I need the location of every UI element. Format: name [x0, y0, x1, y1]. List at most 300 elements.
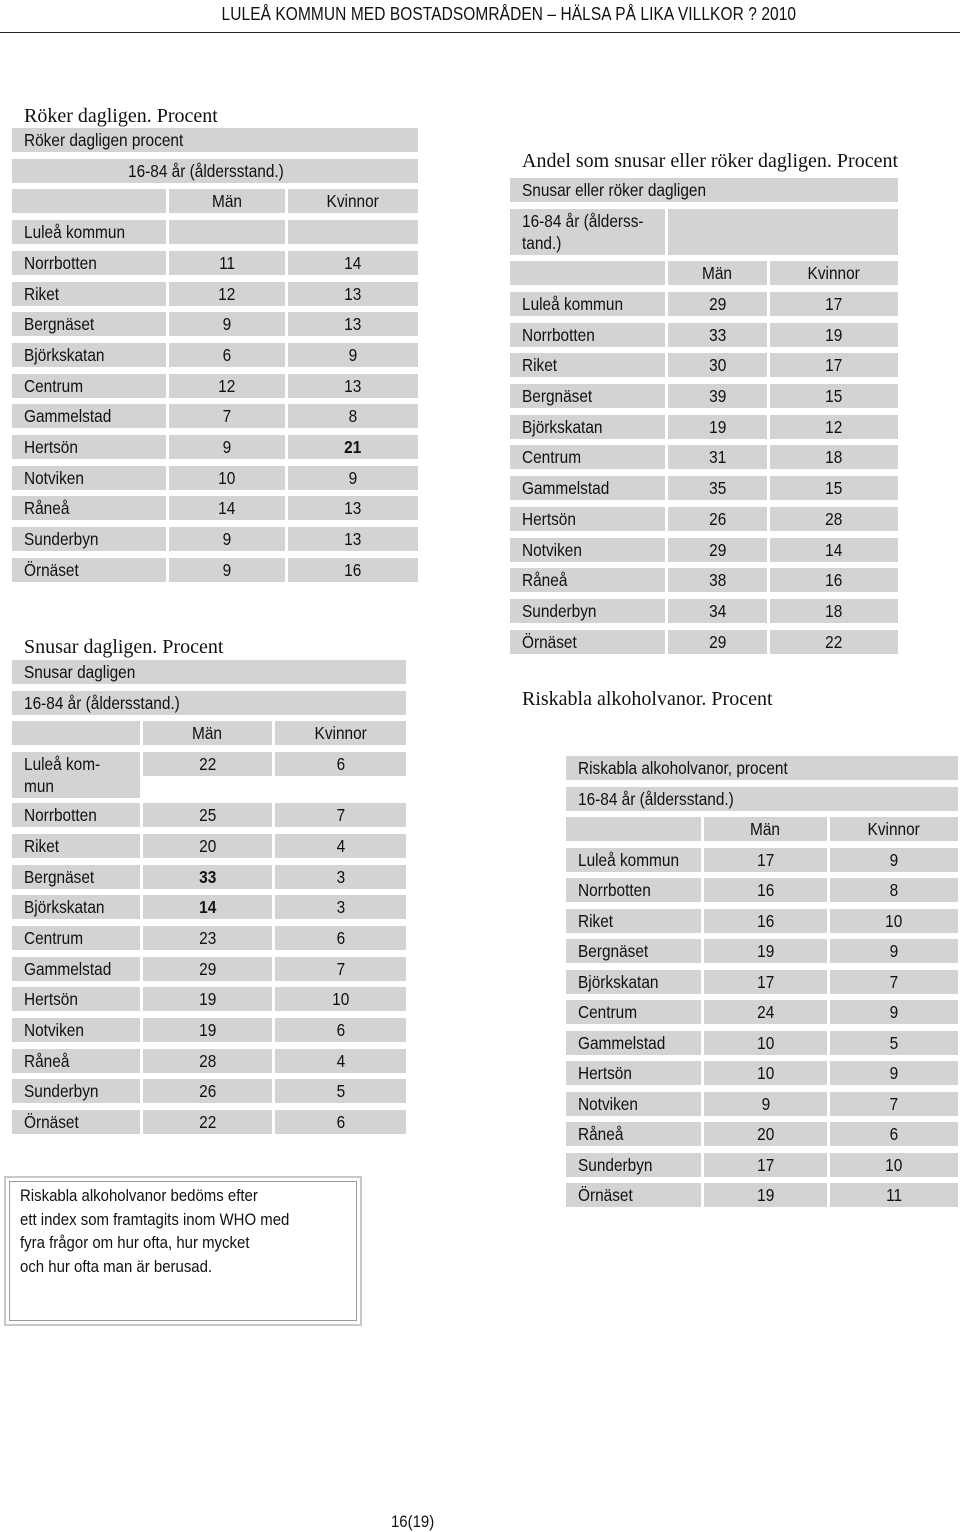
row-label-text: Riket — [578, 910, 614, 931]
row-label-text: Björkskatan — [522, 416, 603, 437]
row-value-men — [704, 970, 827, 994]
row-label-text: Gammelstad — [522, 478, 610, 499]
row-value-men — [169, 558, 285, 582]
row-label-text: Sunderbyn — [24, 1081, 99, 1102]
row-value-women-text: 17 — [825, 355, 843, 376]
row-value-women-text: 9 — [889, 849, 899, 870]
row-value-men-text: 16 — [756, 880, 775, 900]
row-value-men-text: 33 — [198, 866, 217, 887]
row-value-men-text: 14 — [218, 498, 236, 519]
row-value-women — [830, 970, 958, 994]
row-label — [12, 251, 166, 275]
row-value-men-text: 26 — [198, 1081, 217, 1102]
column-header-women — [288, 189, 418, 213]
row-value-men-text: 29 — [708, 539, 727, 560]
page-number: 16(19) — [391, 1512, 435, 1531]
row-label-text: Luleå kommun — [578, 849, 680, 870]
row-value-men-text: 19 — [198, 1020, 217, 1040]
row-label-text: Luleå kom- mun — [24, 754, 101, 797]
row-value-men-text: 39 — [708, 386, 727, 406]
row-value-men-text: 26 — [708, 508, 727, 529]
row-value-men-text: 19 — [756, 941, 775, 961]
row-label-text: Sunderbyn — [24, 529, 99, 550]
row-value-women — [275, 865, 406, 889]
row-label-text: Hertsön — [522, 508, 576, 529]
row-value-men-text: 20 — [756, 1124, 775, 1144]
row-label — [566, 1153, 701, 1177]
row-value-men-text: 10 — [756, 1032, 775, 1053]
row-label — [12, 527, 166, 551]
row-value-women-text: 9 — [889, 1002, 899, 1022]
row-label — [12, 343, 166, 367]
row-value-men-text: 6 — [222, 344, 232, 365]
row-value-men — [169, 404, 285, 428]
row-value-men-text: 10 — [218, 467, 236, 488]
row-value-men — [668, 538, 767, 562]
row-label-text: Örnäset — [24, 1112, 79, 1133]
row-value-men — [169, 343, 285, 367]
row-value-men-text: 12 — [218, 375, 236, 396]
note-line: och hur ofta man är berusad. — [20, 1256, 213, 1276]
row-label-text: Centrum — [24, 927, 84, 948]
row-label-text: Örnäset — [578, 1185, 633, 1205]
row-label-text: Norrbotten — [24, 805, 97, 826]
row-value-men — [704, 909, 827, 933]
row-value-men — [143, 1079, 272, 1103]
row-label — [566, 1122, 701, 1146]
row-value-women — [288, 282, 418, 306]
row-value-men — [169, 496, 285, 520]
row-label — [566, 1000, 701, 1024]
row-label — [510, 445, 665, 469]
table-subtitle — [566, 787, 958, 811]
row-value-women-text: 10 — [885, 1154, 903, 1175]
row-label-text: Bergnäset — [24, 866, 95, 887]
row-value-men — [668, 507, 767, 531]
row-value-women — [830, 939, 958, 963]
row-value-men — [704, 1061, 827, 1085]
page-header — [0, 4, 960, 26]
column-header-women-text: Kvinnor — [867, 819, 921, 839]
row-value-men-text: 19 — [198, 989, 217, 1010]
row-value-women-text: 8 — [889, 880, 899, 900]
row-value-women — [830, 1183, 958, 1207]
row-value-men — [668, 323, 767, 347]
row-value-women — [770, 568, 898, 592]
row-label-text: Notviken — [24, 1020, 84, 1040]
row-value-men — [668, 415, 767, 439]
row-value-men-text: 34 — [708, 600, 727, 621]
table-subtitle-text: 16-84 år (ålderss- tand.) — [522, 210, 644, 253]
row-value-women — [275, 1018, 406, 1042]
row-label-text: Riket — [24, 283, 60, 304]
row-value-men-text: 10 — [756, 1063, 775, 1083]
column-header-men-text: Män — [192, 723, 223, 744]
row-value-women — [770, 353, 898, 377]
row-value-women-text: 6 — [336, 927, 345, 948]
row-label-text: Centrum — [24, 375, 84, 396]
row-label — [510, 415, 665, 439]
row-value-women-text: 10 — [885, 910, 903, 931]
row-value-women-text: 7 — [336, 958, 345, 979]
row-value-women-text: 14 — [825, 539, 843, 560]
row-value-women-text: 7 — [889, 971, 899, 992]
row-label — [12, 803, 140, 827]
row-value-women-text: 15 — [825, 478, 843, 499]
row-label-text: Notviken — [578, 1093, 638, 1114]
row-label — [566, 909, 701, 933]
row-label-text: Norrbotten — [522, 324, 595, 345]
row-value-men-text: 29 — [708, 293, 727, 314]
row-label — [566, 1061, 701, 1085]
row-value-women-text: 9 — [348, 344, 358, 365]
row-value-men — [143, 1110, 272, 1134]
row-value-women-text: 9 — [889, 1063, 899, 1083]
row-label — [510, 384, 665, 408]
table-title — [510, 178, 898, 202]
row-value-women — [770, 538, 898, 562]
row-value-men — [668, 353, 767, 377]
row-label-text: Bergnäset — [522, 386, 593, 406]
row-value-women — [275, 1079, 406, 1103]
column-header-women — [770, 261, 898, 285]
row-value-women-text: 11 — [885, 1185, 902, 1205]
row-value-men-text: 23 — [198, 927, 217, 948]
column-header-men-text: Män — [212, 191, 242, 212]
table-subtitle — [510, 209, 665, 255]
column-header-men-text: Män — [750, 819, 781, 839]
row-value-men — [143, 1018, 272, 1042]
row-label-text: Centrum — [578, 1002, 638, 1022]
row-value-men-text: 14 — [198, 897, 217, 918]
row-value-men — [704, 939, 827, 963]
row-label — [12, 374, 166, 398]
row-value-men — [704, 1153, 827, 1177]
row-value-women-text: 4 — [336, 1050, 345, 1071]
row-value-men-text: 9 — [222, 437, 232, 457]
row-value-women-text: 19 — [825, 324, 843, 345]
row-value-women — [275, 803, 406, 827]
row-label — [566, 939, 701, 963]
row-label — [12, 220, 166, 244]
row-value-men-text: 19 — [708, 416, 727, 437]
row-value-men-text: 31 — [708, 447, 727, 468]
column-header-blank — [12, 721, 140, 745]
row-value-men — [143, 957, 272, 981]
row-value-women-text: 16 — [825, 570, 843, 591]
table-title — [566, 756, 958, 780]
row-value-men-text: 9 — [222, 529, 232, 550]
row-value-men — [668, 476, 767, 500]
row-value-men-text: 9 — [222, 314, 232, 335]
table-title-text: Snusar eller röker dagligen — [522, 180, 707, 200]
row-label — [12, 496, 166, 520]
row-value-women — [830, 848, 958, 872]
table-title-text: Riskabla alkoholvanor, procent — [578, 758, 788, 778]
column-header-men — [668, 261, 767, 285]
row-value-women — [288, 343, 418, 367]
row-value-women — [770, 323, 898, 347]
row-value-men — [143, 834, 272, 858]
row-value-women — [830, 1092, 958, 1116]
row-value-men — [704, 1122, 827, 1146]
row-label-text: Notviken — [24, 467, 84, 488]
header-rule — [0, 32, 960, 33]
row-value-women — [288, 496, 418, 520]
row-value-women-text: 15 — [825, 386, 843, 406]
row-value-women-text: 18 — [825, 600, 843, 621]
row-value-women-text: 18 — [825, 447, 843, 468]
row-value-women-text: 5 — [889, 1032, 899, 1053]
row-value-women-text: 13 — [344, 375, 362, 396]
row-value-women-text: 28 — [825, 508, 843, 529]
column-header-men — [169, 189, 285, 213]
row-value-women-text: 3 — [336, 866, 345, 887]
row-value-women — [770, 445, 898, 469]
row-value-men — [668, 292, 767, 316]
row-label — [566, 1092, 701, 1116]
row-value-women — [288, 558, 418, 582]
row-value-women — [275, 1110, 406, 1134]
row-value-men — [704, 1092, 827, 1116]
row-value-women-text: 4 — [336, 835, 345, 856]
row-label-text: Sunderbyn — [578, 1154, 653, 1175]
row-value-women — [275, 987, 406, 1011]
row-value-men — [169, 251, 285, 275]
row-label-text: Riket — [24, 835, 60, 856]
row-value-women — [288, 374, 418, 398]
header-title: LULEÅ KOMMUN MED BOSTADSOMRÅDEN – HÄLSA PÅ LIKA VILLKOR ? 2010 — [221, 4, 796, 24]
row-label-text: Råneå — [24, 1050, 70, 1071]
row-value-men-text: 9 — [761, 1093, 770, 1114]
row-value-men-text: 38 — [708, 570, 727, 591]
row-label — [510, 568, 665, 592]
note-line: ett index som framtagits inom WHO med — [20, 1209, 290, 1229]
row-value-men-text: 25 — [198, 805, 217, 826]
row-label — [510, 507, 665, 531]
row-label — [12, 558, 166, 582]
row-label — [12, 1079, 140, 1103]
row-value-men — [143, 895, 272, 919]
row-value-women — [770, 630, 898, 654]
row-label — [510, 476, 665, 500]
row-value-men-text: 20 — [198, 835, 217, 856]
row-value-men-text: 24 — [756, 1002, 775, 1022]
row-label — [566, 1031, 701, 1055]
row-label — [510, 292, 665, 316]
row-value-women — [770, 507, 898, 531]
row-value-men-text: 9 — [222, 559, 232, 580]
alcohol-heading: Riskabla alkoholvanor. Procent — [522, 688, 773, 710]
row-value-women — [830, 1031, 958, 1055]
row-value-men — [704, 1000, 827, 1024]
column-header-women-text: Kvinnor — [326, 191, 380, 212]
row-value-women — [288, 435, 418, 459]
column-header-men — [143, 721, 272, 745]
row-value-women — [770, 292, 898, 316]
row-label — [12, 752, 140, 798]
row-value-men — [143, 987, 272, 1011]
row-label — [510, 353, 665, 377]
row-label — [510, 599, 665, 623]
row-value-women — [830, 1061, 958, 1085]
row-value-women — [275, 834, 406, 858]
row-value-men — [668, 599, 767, 623]
row-label-text: Råneå — [522, 570, 568, 591]
row-value-women — [770, 599, 898, 623]
row-value-women-text: 13 — [344, 498, 362, 519]
row-label — [12, 312, 166, 336]
row-label — [12, 987, 140, 1011]
row-value-women — [288, 527, 418, 551]
column-header-blank — [510, 261, 665, 285]
row-label — [12, 895, 140, 919]
table-subtitle-text: 16-84 år (åldersstand.) — [128, 160, 284, 181]
smoking-heading: Röker dagligen. Procent — [24, 105, 218, 127]
row-value-men — [143, 1049, 272, 1073]
row-label-text: Gammelstad — [578, 1032, 666, 1053]
row-value-blank — [169, 220, 285, 244]
table-title — [12, 128, 418, 152]
row-value-women-text: 6 — [336, 754, 345, 775]
row-label — [12, 1110, 140, 1134]
row-value-women-text: 3 — [336, 897, 345, 918]
row-value-men-text: 29 — [708, 631, 727, 652]
row-label-text: Riket — [522, 355, 558, 376]
row-label-text: Gammelstad — [24, 958, 112, 979]
row-value-women-text: 6 — [336, 1112, 345, 1133]
row-label-text: Björkskatan — [578, 971, 659, 992]
row-value-women-text: 10 — [331, 989, 350, 1010]
row-value-men-text: 35 — [708, 478, 727, 499]
row-value-men-text: 22 — [198, 754, 217, 775]
row-value-women — [275, 957, 406, 981]
row-label-text: Luleå kommun — [24, 222, 126, 243]
alcohol-note-box — [4, 1176, 362, 1326]
row-label — [566, 1183, 701, 1207]
row-value-men — [704, 848, 827, 872]
note-line: Riskabla alkoholvanor bedöms efter — [20, 1186, 258, 1205]
row-label-text: Norrbotten — [578, 880, 651, 900]
row-label-text: Björkskatan — [24, 897, 105, 918]
row-label-text: Centrum — [522, 447, 582, 468]
row-value-women — [288, 466, 418, 490]
row-value-blank — [288, 220, 418, 244]
row-value-men-text: 28 — [198, 1050, 217, 1071]
row-value-men-text: 7 — [222, 406, 232, 427]
note-text — [20, 1184, 350, 1278]
row-value-women-text: 5 — [336, 1081, 345, 1102]
row-value-men — [668, 445, 767, 469]
row-value-women — [288, 404, 418, 428]
row-value-men — [169, 466, 285, 490]
row-label-text: Norrbotten — [24, 252, 97, 273]
row-value-men — [704, 1183, 827, 1207]
row-value-men-text: 29 — [198, 958, 217, 979]
row-value-women — [288, 312, 418, 336]
row-value-women-text: 6 — [336, 1020, 345, 1040]
row-value-women — [275, 752, 406, 776]
row-value-women-text: 8 — [348, 406, 358, 427]
row-value-women-text: 22 — [825, 631, 843, 652]
row-value-men — [143, 752, 272, 776]
column-header-men-text: Män — [702, 263, 733, 284]
row-label-text: Björkskatan — [24, 344, 105, 365]
row-value-men — [668, 630, 767, 654]
row-value-men — [704, 878, 827, 902]
row-value-women-text: 13 — [344, 314, 362, 335]
row-value-men-text: 22 — [198, 1112, 217, 1133]
row-label — [12, 865, 140, 889]
column-header-blank — [566, 817, 701, 841]
row-label — [566, 848, 701, 872]
row-value-men — [169, 374, 285, 398]
row-value-women-text: 6 — [889, 1124, 899, 1144]
row-label — [12, 404, 166, 428]
table-subtitle — [12, 691, 406, 715]
row-value-women-text: 17 — [825, 293, 843, 314]
snus-or-smoke-heading: Andel som snusar eller röker dagligen. Procent — [522, 150, 899, 172]
row-value-men — [169, 312, 285, 336]
snus-heading: Snusar dagligen. Procent — [24, 636, 224, 658]
row-value-men-text: 19 — [756, 1185, 775, 1205]
row-label — [12, 1049, 140, 1073]
row-value-men-text: 12 — [218, 283, 236, 304]
row-value-men-text: 17 — [756, 971, 775, 992]
row-label — [566, 878, 701, 902]
row-label — [12, 1018, 140, 1042]
row-value-men — [668, 384, 767, 408]
row-value-women — [275, 926, 406, 950]
row-value-men — [143, 803, 272, 827]
table-title-text: Snusar dagligen — [24, 662, 136, 682]
row-label-text: Hertsön — [24, 437, 78, 457]
row-value-women — [770, 384, 898, 408]
row-label-text: Bergnäset — [578, 941, 649, 961]
row-value-women-text: 21 — [344, 437, 362, 457]
row-label-text: Sunderbyn — [522, 600, 597, 621]
row-label-text: Råneå — [578, 1124, 624, 1144]
row-value-men-text: 17 — [756, 1154, 775, 1175]
column-header-women — [830, 817, 958, 841]
column-header-women — [275, 721, 406, 745]
row-value-women-text: 12 — [825, 416, 843, 437]
row-label — [510, 323, 665, 347]
row-value-women-text: 14 — [344, 252, 362, 273]
column-header-blank — [12, 189, 166, 213]
column-header-men — [704, 817, 827, 841]
row-label-text: Luleå kommun — [522, 293, 624, 314]
row-value-women — [830, 909, 958, 933]
row-value-women — [830, 878, 958, 902]
row-value-men-text: 30 — [708, 355, 727, 376]
column-header-women-text: Kvinnor — [314, 723, 367, 744]
table-title — [12, 660, 406, 684]
table-subtitle-blank — [668, 209, 898, 255]
row-value-men — [143, 926, 272, 950]
row-value-women-text: 9 — [348, 467, 358, 488]
row-label-text: Bergnäset — [24, 314, 95, 335]
row-label-text: Hertsön — [578, 1063, 632, 1083]
row-label — [510, 630, 665, 654]
row-value-women — [770, 476, 898, 500]
row-label — [12, 282, 166, 306]
row-value-women-text: 13 — [344, 529, 362, 550]
row-value-men — [143, 865, 272, 889]
row-value-women-text: 9 — [889, 941, 899, 961]
row-value-women — [288, 251, 418, 275]
row-label — [566, 970, 701, 994]
